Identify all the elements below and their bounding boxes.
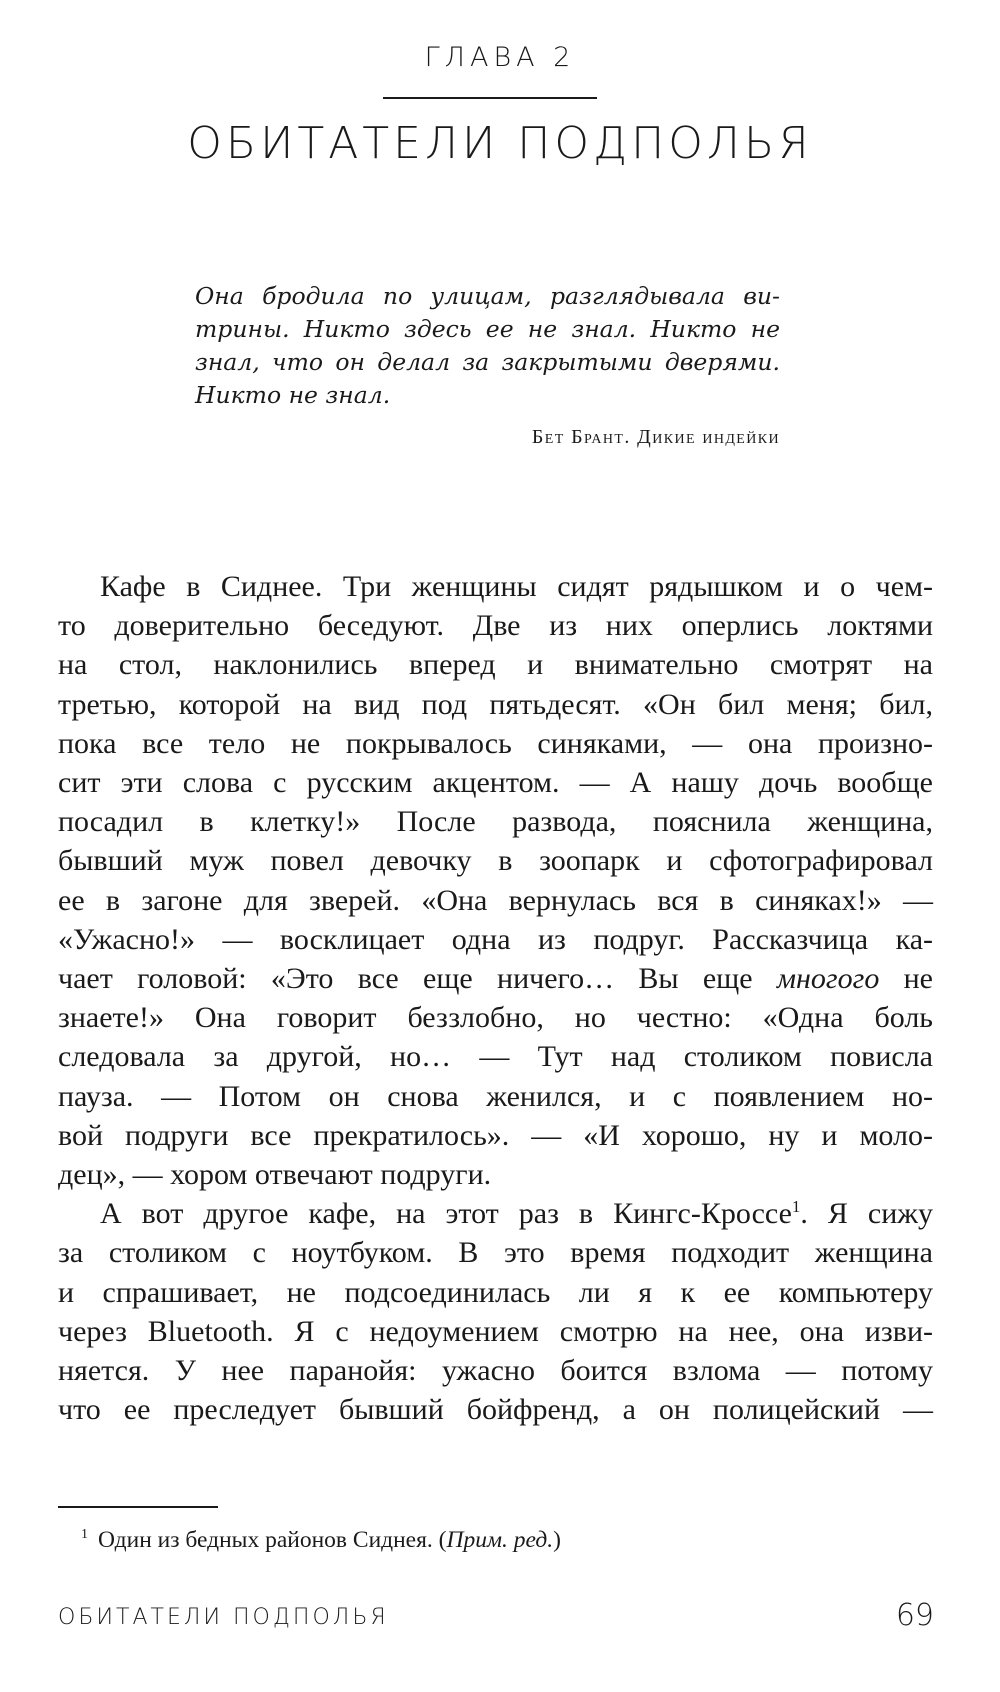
footnote (81, 1527, 561, 1554)
text-line: знаете!» Она говорит беззлобно, но честно: «Одна боль (58, 1001, 933, 1035)
text-line: няется. У нее паранойя: ужасно боится взлома — потому (58, 1354, 933, 1388)
epigraph-line: Она бродила по улицам, разглядывала ви- (195, 282, 780, 310)
text-line: следовала за другой, но… — Тут над столиком повисла (58, 1040, 933, 1074)
text-line: бывший муж повел девочку в зоопарк и сфотографировал (58, 844, 933, 878)
body-text (58, 567, 933, 1429)
footnote-text-end: ) (553, 1527, 561, 1553)
text-line: «Ужасно!» — восклицает одна из подруг. Рассказчица ка- (58, 922, 933, 956)
footnote-emphasis: Прим. ред. (446, 1527, 554, 1553)
text-line: вой подруги все прекратилось». — «И хорошо, ну и моло- (58, 1118, 933, 1152)
text-line (58, 1194, 933, 1233)
text-line: то доверительно беседуют. Две из них оперлись локтями (58, 609, 933, 643)
chapter-title: ОБИТАТЕЛИ ПОДПОЛЬЯ (187, 118, 813, 169)
text-line: за столиком с ноутбуком. В это время подходит женщина (58, 1236, 933, 1270)
running-title: ОБИТАТЕЛИ ПОДПОЛЬЯ (58, 1605, 389, 1630)
text-line: на стол, наклонились вперед и внимательно смотрят на (58, 648, 933, 682)
footnote-divider (58, 1506, 218, 1508)
text-segment: чает головой: «Это все еще ничего… Вы еще (58, 962, 777, 996)
text-line: пока все тело не покрывалось синяками, — она произно- (58, 726, 933, 760)
footnote-marker: 1 (81, 1527, 88, 1543)
text-line: посадил в клетку!» После развода, пояснила женщина, (58, 805, 933, 839)
text-line: и спрашивает, не подсоединилась ли я к ее компьютеру (58, 1275, 933, 1309)
text-line (58, 959, 933, 998)
epigraph-line: Никто не знал. (195, 381, 391, 409)
text-line: сит эти слова с русским акцентом. — А нашу дочь вообще (58, 766, 933, 800)
text-line: пауза. — Потом он снова женился, и с появлением но- (58, 1079, 933, 1113)
epigraph-line: трины. Никто здесь ее не знал. Никто не (195, 315, 780, 343)
text-line: Кафе в Сиднее. Три женщины сидят рядышком и о чем- (100, 570, 933, 603)
text-segment: А вот другое кафе, на этот раз в Кингс-Кроссе (100, 1197, 792, 1231)
text-line: дец», — хором отвечают подруги. (58, 1158, 492, 1192)
page-number: 69 (895, 1598, 934, 1633)
text-line: ее в загоне для зверей. «Она вернулась вся в синяках!» — (58, 883, 933, 917)
text-line: что ее преследует бывший бойфренд, а он полицейский — (58, 1393, 933, 1427)
emphasis-text: многого (776, 962, 880, 996)
chapter-label: ГЛАВА 2 (424, 42, 576, 73)
text-segment: . Я сижу (800, 1197, 934, 1231)
epigraph-attribution: Бет Брант. Дикие индейки (531, 426, 780, 448)
epigraph-line: знал, что он делал за закрытыми дверями. (195, 348, 780, 376)
text-line: через Bluetooth. Я с недоумением смотрю на нее, она изви- (58, 1314, 933, 1348)
footnote-reference: 1 (791, 1197, 801, 1217)
text-segment: не (879, 962, 933, 996)
epigraph (195, 280, 780, 412)
footnote-text: Один из бедных районов Сиднея. ( (98, 1527, 447, 1553)
chapter-divider (383, 97, 597, 99)
text-line: третью, которой на вид под пятьдесят. «Он бил меня; бил, (58, 687, 933, 721)
